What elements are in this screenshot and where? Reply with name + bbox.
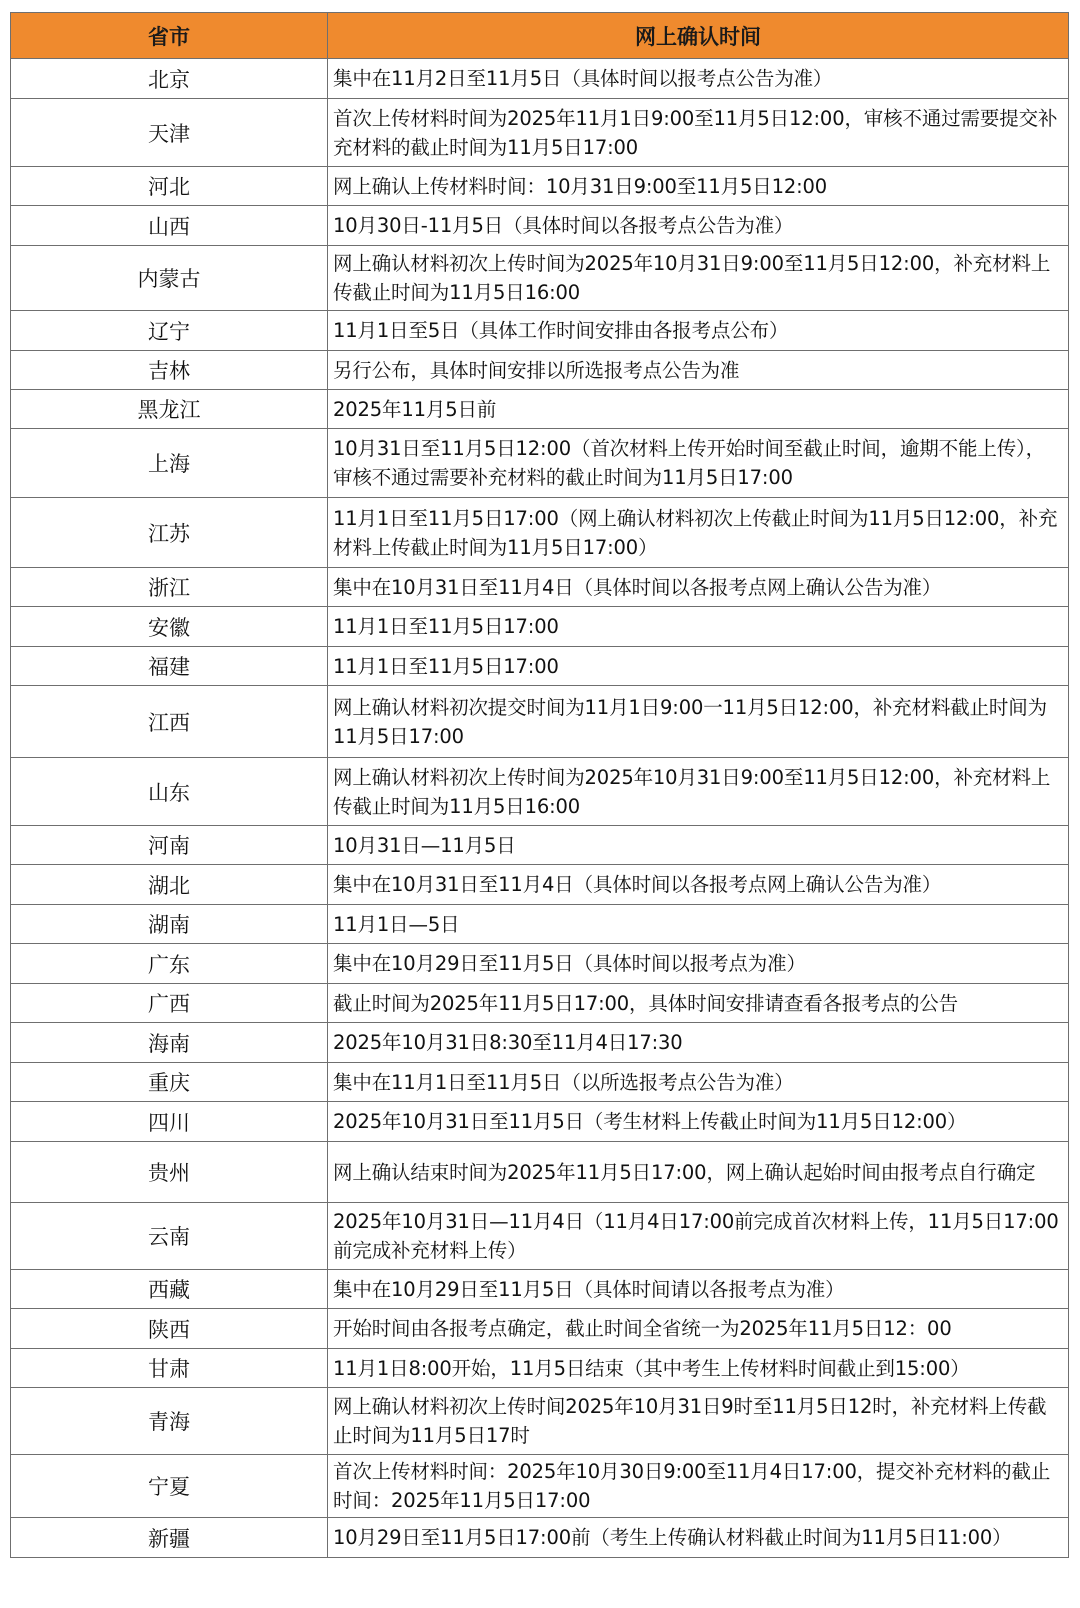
confirmation-time-cell: 集中在11月2日至11月5日（具体时间以报考点公告为准） xyxy=(328,59,1069,99)
confirmation-time-cell: 集中在10月31日至11月4日（具体时间以各报考点网上确认公告为准） xyxy=(328,865,1069,905)
table-row xyxy=(11,167,1069,206)
province-cell: 福建 xyxy=(11,647,328,686)
province-cell: 新疆 xyxy=(11,1518,328,1558)
province-cell: 青海 xyxy=(11,1388,328,1455)
confirmation-time-cell: 10月31日至11月5日12:00（首次材料上传开始时间至截止时间，逾期不能上传），审核不通过需要补充材料的截止时间为11月5日17:00 xyxy=(328,429,1069,498)
confirmation-time-cell: 网上确认结束时间为2025年11月5日17:00，网上确认起始时间由报考点自行确定 xyxy=(328,1142,1069,1203)
province-cell: 安徽 xyxy=(11,607,328,647)
confirmation-time-cell: 11月1日—5日 xyxy=(328,905,1069,944)
confirmation-time-cell: 集中在10月29日至11月5日（具体时间以报考点为准） xyxy=(328,944,1069,984)
table-row xyxy=(11,568,1069,607)
confirmation-time-cell: 网上确认材料初次上传时间为2025年10月31日9:00至11月5日12:00，补充材料上传截止时间为11月5日16:00 xyxy=(328,758,1069,826)
confirmation-time-cell: 2025年10月31日—11月4日（11月4日17:00前完成首次材料上传，11月5日17:00前完成补充材料上传） xyxy=(328,1203,1069,1270)
table-row xyxy=(11,1270,1069,1309)
table-row xyxy=(11,758,1069,826)
province-cell: 贵州 xyxy=(11,1142,328,1203)
confirmation-time-cell: 截止时间为2025年11月5日17:00，具体时间安排请查看各报考点的公告 xyxy=(328,984,1069,1023)
table-header xyxy=(11,13,1069,59)
table-row xyxy=(11,647,1069,686)
province-cell: 湖北 xyxy=(11,865,328,905)
table-row xyxy=(11,1102,1069,1142)
table-row xyxy=(11,206,1069,246)
confirmation-time-cell: 网上确认材料初次提交时间为11月1日9:00一11月5日12:00，补充材料截止时间为11月5日17:00 xyxy=(328,686,1069,758)
province-cell: 河北 xyxy=(11,167,328,206)
confirmation-time-cell: 11月1日至5日（具体工作时间安排由各报考点公布） xyxy=(328,311,1069,351)
province-cell: 广西 xyxy=(11,984,328,1023)
province-cell: 吉林 xyxy=(11,351,328,390)
table-row xyxy=(11,1023,1069,1063)
confirmation-time-cell: 10月30日-11月5日（具体时间以各报考点公告为准） xyxy=(328,206,1069,246)
confirmation-time-cell: 集中在10月29日至11月5日（具体时间请以各报考点为准） xyxy=(328,1270,1069,1309)
confirmation-time-cell: 网上确认材料初次上传时间2025年10月31日9时至11月5日12时，补充材料上传截止时间为11月5日17时 xyxy=(328,1388,1069,1455)
table-row xyxy=(11,1349,1069,1388)
province-cell: 浙江 xyxy=(11,568,328,607)
confirmation-time-cell: 11月1日至11月5日17:00 xyxy=(328,607,1069,647)
province-cell: 北京 xyxy=(11,59,328,99)
confirmation-time-cell: 2025年10月31日8:30至11月4日17:30 xyxy=(328,1023,1069,1063)
table-row xyxy=(11,390,1069,429)
table-row xyxy=(11,351,1069,390)
table-row xyxy=(11,311,1069,351)
province-cell: 内蒙古 xyxy=(11,246,328,311)
header-row xyxy=(11,13,1069,59)
province-cell: 江苏 xyxy=(11,498,328,568)
table-row xyxy=(11,1142,1069,1203)
province-cell: 辽宁 xyxy=(11,311,328,351)
table-row xyxy=(11,1309,1069,1349)
province-cell: 四川 xyxy=(11,1102,328,1142)
province-cell: 河南 xyxy=(11,826,328,865)
table-row xyxy=(11,944,1069,984)
confirmation-time-cell: 2025年11月5日前 xyxy=(328,390,1069,429)
table-row xyxy=(11,826,1069,865)
table-row xyxy=(11,498,1069,568)
confirmation-time-cell: 网上确认材料初次上传时间为2025年10月31日9:00至11月5日12:00，补充材料上传截止时间为11月5日16:00 xyxy=(328,246,1069,311)
table-row xyxy=(11,686,1069,758)
province-cell: 西藏 xyxy=(11,1270,328,1309)
confirmation-time-cell: 10月31日—11月5日 xyxy=(328,826,1069,865)
table-row xyxy=(11,1388,1069,1455)
table-row xyxy=(11,905,1069,944)
province-cell: 海南 xyxy=(11,1023,328,1063)
header-province: 省市 xyxy=(11,13,328,59)
province-cell: 山东 xyxy=(11,758,328,826)
confirmation-time-cell: 11月1日至11月5日17:00 xyxy=(328,647,1069,686)
confirmation-time-cell: 11月1日8:00开始，11月5日结束（其中考生上传材料时间截止到15:00） xyxy=(328,1349,1069,1388)
header-confirmation-time: 网上确认时间 xyxy=(328,13,1069,59)
confirmation-time-cell: 另行公布，具体时间安排以所选报考点公告为准 xyxy=(328,351,1069,390)
confirmation-time-cell: 集中在10月31日至11月4日（具体时间以各报考点网上确认公告为准） xyxy=(328,568,1069,607)
table-row xyxy=(11,429,1069,498)
province-cell: 广东 xyxy=(11,944,328,984)
table-row xyxy=(11,607,1069,647)
province-cell: 重庆 xyxy=(11,1063,328,1102)
confirmation-time-cell: 2025年10月31日至11月5日（考生材料上传截止时间为11月5日12:00） xyxy=(328,1102,1069,1142)
province-cell: 山西 xyxy=(11,206,328,246)
table-body xyxy=(11,59,1069,1558)
table-row xyxy=(11,865,1069,905)
province-cell: 湖南 xyxy=(11,905,328,944)
province-cell: 甘肃 xyxy=(11,1349,328,1388)
province-cell: 宁夏 xyxy=(11,1455,328,1518)
table-row xyxy=(11,99,1069,167)
confirmation-time-cell: 首次上传材料时间为2025年11月1日9:00至11月5日12:00，审核不通过需要提交补充材料的截止时间为11月5日17:00 xyxy=(328,99,1069,167)
table-row xyxy=(11,246,1069,311)
province-cell: 云南 xyxy=(11,1203,328,1270)
registration-confirmation-table xyxy=(10,12,1069,1558)
table-row xyxy=(11,1455,1069,1518)
table-row xyxy=(11,1063,1069,1102)
confirmation-time-cell: 11月1日至11月5日17:00（网上确认材料初次上传截止时间为11月5日12:00，补充材料上传截止时间为11月5日17:00） xyxy=(328,498,1069,568)
province-cell: 黑龙江 xyxy=(11,390,328,429)
confirmation-time-cell: 网上确认上传材料时间：10月31日9:00至11月5日12:00 xyxy=(328,167,1069,206)
province-cell: 江西 xyxy=(11,686,328,758)
table-row xyxy=(11,1203,1069,1270)
province-cell: 陕西 xyxy=(11,1309,328,1349)
confirmation-time-cell: 集中在11月1日至11月5日（以所选报考点公告为准） xyxy=(328,1063,1069,1102)
province-cell: 上海 xyxy=(11,429,328,498)
confirmation-time-cell: 10月29日至11月5日17:00前（考生上传确认材料截止时间为11月5日11:00） xyxy=(328,1518,1069,1558)
province-cell: 天津 xyxy=(11,99,328,167)
table-row xyxy=(11,984,1069,1023)
confirmation-time-cell: 首次上传材料时间：2025年10月30日9:00至11月4日17:00，提交补充材料的截止时间：2025年11月5日17:00 xyxy=(328,1455,1069,1518)
table-row xyxy=(11,1518,1069,1558)
confirmation-time-cell: 开始时间由各报考点确定，截止时间全省统一为2025年11月5日12：00 xyxy=(328,1309,1069,1349)
table-row xyxy=(11,59,1069,99)
